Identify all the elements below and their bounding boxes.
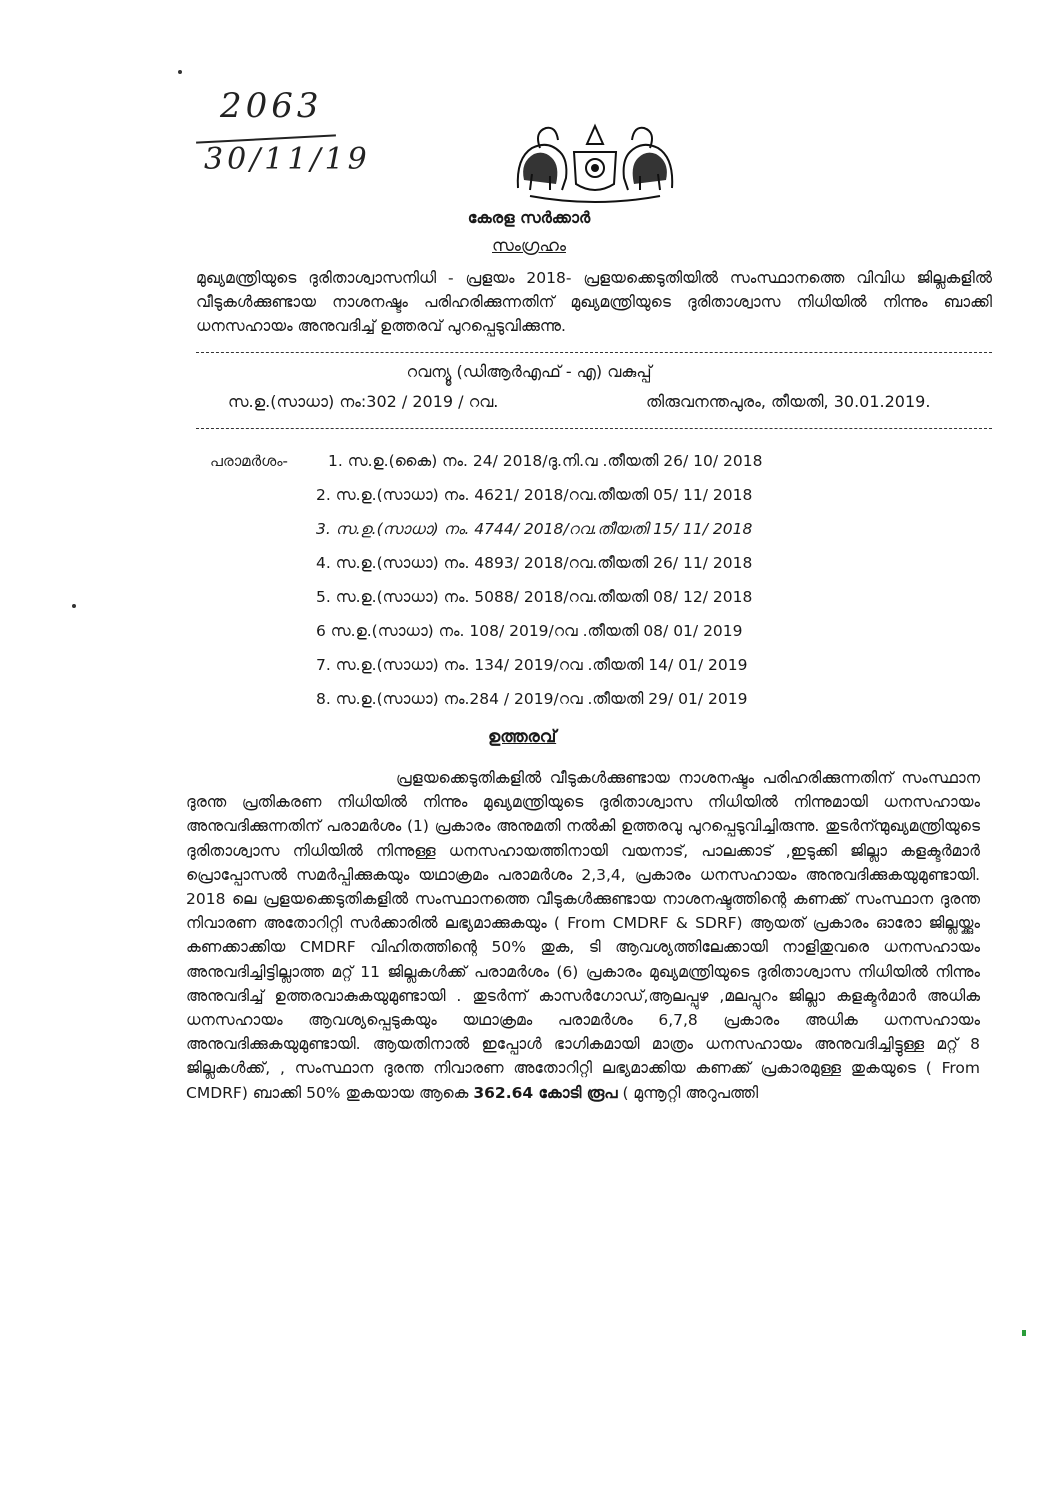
reference-item: 1. സ.ഉ.(കൈ) നം. 24/ 2018/ദു.നി.വ .തീയതി 26/ 10/ 2018 — [328, 452, 763, 470]
order-place-date: തിരുവനന്തപുരം, തീയതി, 30.01.2019. — [646, 392, 931, 411]
kerala-emblem-icon — [510, 118, 680, 206]
handwritten-number: 2063 — [220, 86, 323, 126]
references-label: പരാമർശം- — [210, 452, 288, 470]
order-heading: ഉത്തരവ് — [488, 727, 557, 747]
order-number: സ.ഉ.(സാധാ) നം:302 / 2019 / റവ. — [228, 392, 499, 411]
order-body — [186, 766, 980, 1105]
reference-item: 6 സ.ഉ.(സാധാ) നം. 108/ 2019/റവ .തീയതി 08/ 01/ 2019 — [316, 622, 743, 640]
order-body-text: പ്രളയക്കെടുതികളിൽ വീടുകൾക്കുണ്ടായ നാശനഷ്ടം പരിഹരിക്കുന്നതിന് സംസ്ഥാന ദുരന്ത പ്രതികരണ നിധിയിൽ നിന്നും മുഖ്യമന്ത്രിയുടെ ദുരിതാശ്വാസ നിധിയിൽ നിന്നുമായി ധനസഹായം അനുവദിക്കുന്നതിന് പരാമർശം (1) പ്രകാരം അനുമതി നൽകി ഉത്തരവു പുറപ്പെടുവിച്ചിരുന്നു. തുടർന്ന്മുഖ്യമന്ത്രിയുടെ ദുരിതാശ്വാസ നിധിയിൽ നിന്നുള്ള ധനസഹായത്തിനായി വയനാട്, പാലക്കാട് ,ഇടുക്കി ജില്ലാ കളക്ടർമാർ പ്രൊപ്പോസൽ സമർപ്പിക്കുകയും യഥാക്രമം പരാമർശം 2,3,4, പ്രകാരം ധനസഹായം അനുവദിക്കുകയുമുണ്ടായി. 2018 ലെ പ്രളയക്കെടുതികളിൽ സംസ്ഥാനത്തെ വീടുകൾക്കുണ്ടായ നാശനഷ്ടത്തിന്റെ കണക്ക് സംസ്ഥാന ദുരന്ത നിവാരണ അതോറിറ്റി സർക്കാരിൽ ലഭ്യമാക്കുകയും ( From CMDRF & SDRF) ആയത് പ്രകാരം ഓരോ ജില്ലയ്ക്കും കണക്കാക്കിയ CMDRF വിഹിതത്തിന്റെ 50% തുക, ടി ആവശ്യത്തിലേക്കായി നാളിതുവരെ ധനസഹായം അനുവദിച്ചിട്ടില്ലാത്ത മറ്റ് 11 ജില്ലകൾക്ക് പരാമർശം (6) പ്രകാരം മുഖ്യമന്ത്രിയുടെ ദുരിതാശ്വാസ നിധിയിൽ നിന്നും അനുവദിച്ച് ഉത്തരവാകുകയുമുണ്ടായി . തുടർന്ന് കാസർഗോഡ്,ആലപ്പുഴ ,മലപ്പുറം ജില്ലാ കളക്ടർമാർ അധിക ധനസഹായം ആവശ്യപ്പെടുകയും യഥാക്രമം പരാമർശം 6,7,8 പ്രകാരം അധിക ധനസഹായം അനുവദിക്കുകയുമുണ്ടായി. ആയതിനാൽ ഇപ്പോൾ ഭാഗികമായി മാത്രം ധനസഹായം അനുവദിച്ചിട്ടുള്ള മറ്റ് 8 ജില്ലകൾക്ക്, , സംസ്ഥാന ദുരന്ത നിവാരണ അതോറിറ്റി ലഭ്യമാക്കിയ കണക്ക് പ്രകാരമുള്ള തുകയുടെ ( From CMDRF) ബാക്കി 50% തുകയായ ആകെ — [186, 769, 980, 1102]
dashed-divider — [196, 428, 992, 429]
subject-text: മുഖ്യമന്ത്രിയുടെ ദുരിതാശ്വാസനിധി - പ്രളയം 2018- പ്രളയക്കെടുതിയിൽ സംസ്ഥാനത്തെ വിവിധ ജില്ലകളിൽ വീടുകൾക്കുണ്ടായ നാശനഷ്ടം പരിഹരിക്കുന്നതിന് മുഖ്യമന്ത്രിയുടെ ദുരിതാശ്വാസ നിധിയിൽ നിന്നും ബാക്കി ധനസഹായം അനുവദിച്ച് ഉത്തരവ് പുറപ്പെടുവിക്കുന്നു. — [196, 269, 992, 335]
scan-speck — [1022, 1330, 1026, 1336]
reference-item: 7. സ.ഉ.(സാധാ) നം. 134/ 2019/റവ .തീയതി 14/ 01/ 2019 — [316, 656, 748, 674]
reference-item: 3. സ.ഉ.(സാധാ) നം. 4744/ 2018/റവ.തീയതി 15/ 11/ 2018 — [316, 520, 753, 538]
reference-item: 8. സ.ഉ.(സാധാ) നം.284 / 2019/റവ .തീയതി 29/ 01/ 2019 — [316, 690, 748, 708]
government-title: കേരള സർക്കാർ — [467, 208, 591, 227]
scan-speck — [178, 70, 182, 74]
reference-item: 5. സ.ഉ.(സാധാ) നം. 5088/ 2018/റവ.തീയതി 08/ 12/ 2018 — [316, 588, 753, 606]
abstract-heading: സംഗ്രഹം — [492, 236, 566, 256]
reference-item: 2. സ.ഉ.(സാധാ) നം. 4621/ 2018/റവ.തീയതി 05/ 11/ 2018 — [316, 486, 753, 504]
dashed-divider — [196, 352, 992, 353]
scan-speck — [72, 604, 76, 608]
department-name: റവന്യൂ (ഡിആർഎഫ് - എ) വകുപ്പ് — [406, 362, 652, 381]
reference-item: 4. സ.ഉ.(സാധാ) നം. 4893/ 2018/റവ.തീയതി 26/ 11/ 2018 — [316, 554, 753, 572]
order-body-tail: ( മുന്നൂറ്റി അറുപത്തി — [622, 1083, 759, 1102]
handwritten-date: 30/11/19 — [204, 142, 371, 177]
order-amount: 362.64 കോടി രൂപ — [473, 1083, 618, 1102]
